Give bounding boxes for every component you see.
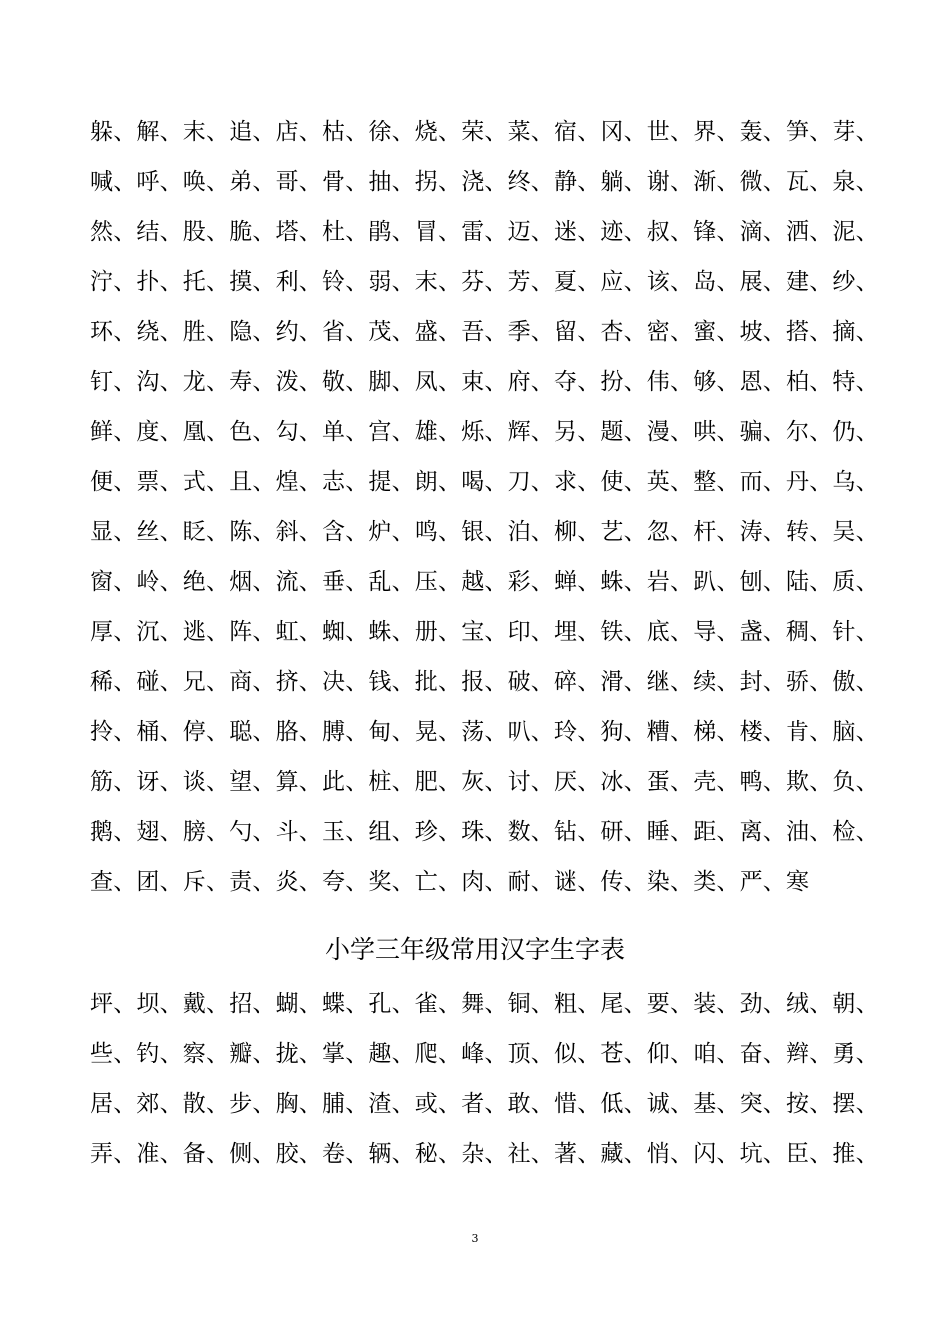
character-line: 躲、解、末、追、店、枯、徐、烧、荣、菜、宿、冈、世、界、轰、笋、芽、 <box>90 119 879 145</box>
character-line: 厚、沉、逃、阵、虹、蜘、蛛、册、宝、印、埋、铁、底、导、盏、稠、针、 <box>90 619 879 645</box>
character-line: 稀、碰、兄、商、挤、决、钱、批、报、破、碎、滑、继、续、封、骄、傲、 <box>90 669 879 695</box>
character-line: 坪、坝、戴、招、蝴、蝶、孔、雀、舞、铜、粗、尾、要、装、劲、绒、朝、 <box>90 991 879 1017</box>
character-line: 便、票、式、且、煌、志、提、朗、喝、刀、求、使、英、整、而、丹、乌、 <box>90 469 879 495</box>
character-line: 些、钓、察、瓣、拢、掌、趣、爬、峰、顶、似、苍、仰、咱、奋、辫、勇、 <box>90 1041 879 1067</box>
character-line: 喊、呼、唤、弟、哥、骨、抽、拐、浇、终、静、躺、谢、渐、微、瓦、泉、 <box>90 169 879 195</box>
character-line: 窗、岭、绝、烟、流、垂、乱、压、越、彩、蝉、蛛、岩、趴、刨、陆、质、 <box>90 569 879 595</box>
character-line: 鲜、度、凰、色、勾、单、宫、雄、烁、辉、另、题、漫、哄、骗、尔、仍、 <box>90 419 879 445</box>
character-line: 钉、沟、龙、寿、泼、敬、脚、凤、束、府、夺、扮、伟、够、恩、柏、特、 <box>90 369 879 395</box>
character-list-section <box>90 107 879 907</box>
character-line: 弄、准、备、侧、胶、卷、辆、秘、杂、社、著、藏、悄、闪、坑、臣、推、 <box>90 1141 879 1167</box>
grade-three-character-section <box>90 979 879 1179</box>
character-line: 显、丝、眨、陈、斜、含、炉、鸣、银、泊、柳、艺、忽、杆、涛、转、吴、 <box>90 519 879 545</box>
character-line: 拎、桶、停、聪、胳、膊、甸、晃、荡、叭、玲、狗、糟、梯、楼、肯、脑、 <box>90 719 879 745</box>
page-number: 3 <box>471 1232 479 1245</box>
character-line: 筋、讶、谈、望、算、此、桩、肥、灰、讨、厌、冰、蛋、壳、鸭、欺、负、 <box>90 769 879 795</box>
character-line: 泞、扑、托、摸、利、铃、弱、末、芬、芳、夏、应、该、岛、展、建、纱、 <box>90 269 879 295</box>
section-heading: 小学三年级常用汉字生字表 <box>324 935 625 964</box>
character-line: 鹅、翅、膀、勺、斗、玉、组、珍、珠、数、钻、研、睡、距、离、油、检、 <box>90 819 879 845</box>
character-line: 环、绕、胜、隐、约、省、茂、盛、吾、季、留、杏、密、蜜、坡、搭、摘、 <box>90 319 879 345</box>
character-line: 然、结、股、脆、塔、杜、鹃、冒、雷、迈、迷、迹、叔、锋、滴、洒、泥、 <box>90 219 879 245</box>
character-line: 居、郊、散、步、胸、脯、渣、或、者、敢、惜、低、诚、基、突、按、摆、 <box>90 1091 879 1117</box>
character-line: 查、团、斥、责、炎、夸、奖、亡、肉、耐、谜、传、染、类、严、寒 <box>90 869 810 895</box>
